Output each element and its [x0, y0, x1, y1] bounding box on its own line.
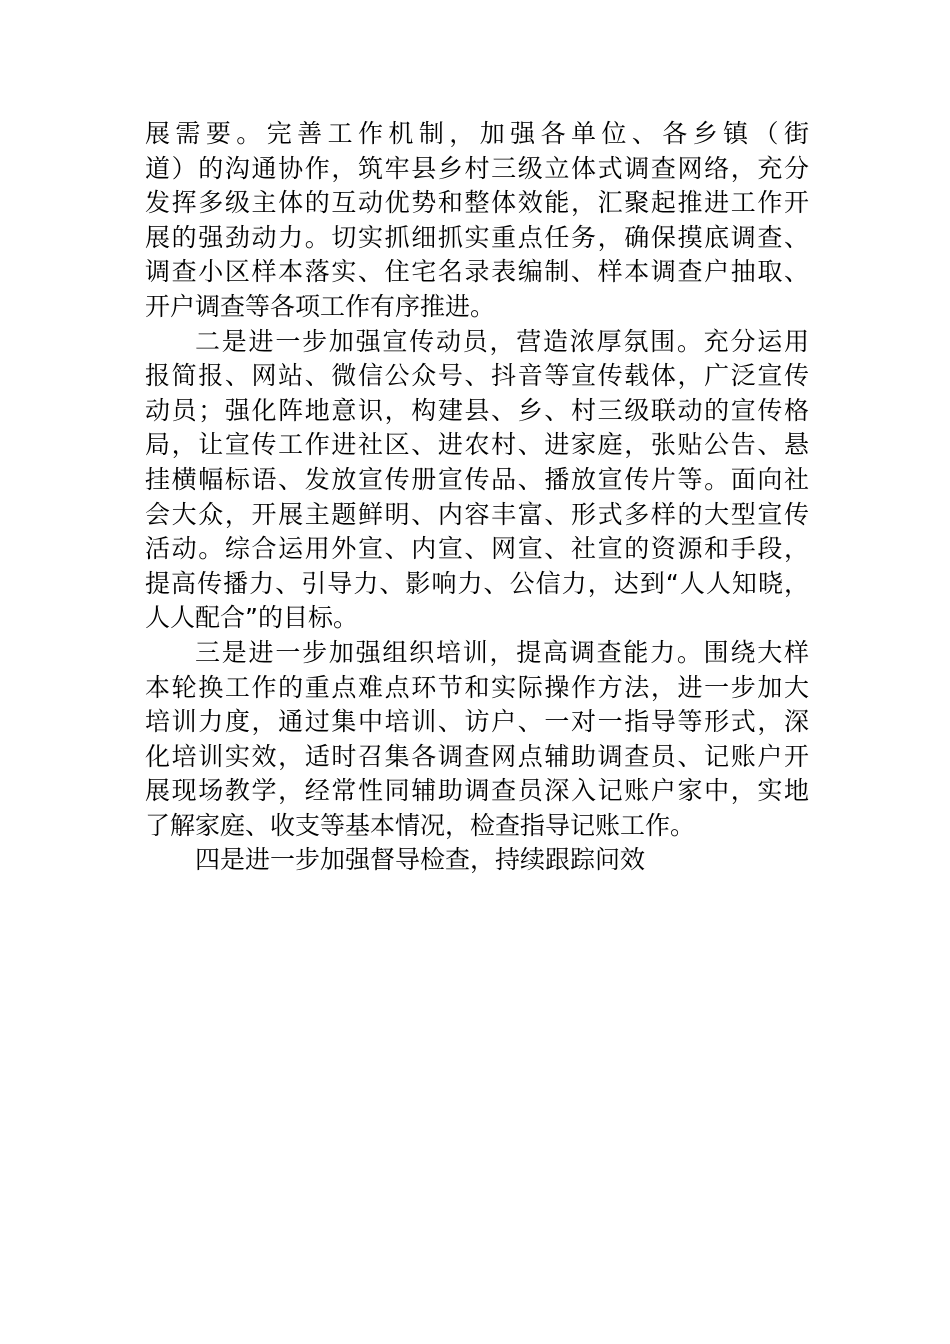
body-text — [145, 117, 809, 878]
text-line: 挂横幅标语、发放宣传册宣传品、播放宣传片等。面向社 — [145, 464, 809, 494]
paragraph-continuation — [145, 117, 809, 325]
paragraph-training — [145, 636, 809, 844]
paragraph-supervision — [145, 843, 809, 878]
text-line: 动员；强化阵地意识，构建县、乡、村三级联动的宣传格 — [145, 395, 809, 425]
text-line: 三是进一步加强组织培训，提高调查能力。围绕大样 — [195, 637, 809, 667]
text-line: 道）的沟通协作，筑牢县乡村三级立体式调查网络，充分 — [145, 153, 809, 183]
text-line: 展现场教学，经常性同辅助调查员深入记账户家中，实地 — [145, 776, 809, 806]
text-line: 展的强劲动力。切实抓细抓实重点任务，确保摸底调查、 — [145, 222, 809, 252]
text-line: 展需要。完善工作机制，加强各单位、各乡镇（街 — [145, 119, 809, 148]
text-line: 培训力度，通过集中培训、访户、一对一指导等形式，深 — [145, 707, 809, 737]
text-line: 人人配合”的目标。 — [145, 603, 358, 633]
text-line: 四是进一步加强督导检查，持续跟踪问效 — [195, 845, 646, 875]
text-line: 报简报、网站、微信公众号、抖音等宣传载体，广泛宣传 — [145, 361, 809, 391]
text-line: 局，让宣传工作进社区、进农村、进家庭，张贴公告、悬 — [145, 430, 809, 460]
text-line: 会大众，开展主题鲜明、内容丰富、形式多样的大型宣传 — [145, 499, 809, 529]
text-line: 了解家庭、收支等基本情况，检查指导记账工作。 — [145, 810, 696, 840]
text-line: 活动。综合运用外宣、内宣、网宣、社宣的资源和手段， — [145, 534, 809, 564]
text-line: 化培训实效，适时召集各调查网点辅助调查员、记账户开 — [145, 741, 809, 771]
text-line: 二是进一步加强宣传动员，营造浓厚氛围。充分运用 — [195, 326, 809, 356]
text-line: 本轮换工作的重点难点环节和实际操作方法，进一步加大 — [145, 672, 809, 702]
text-line: 调查小区样本落实、住宅名录表编制、样本调查户抽取、 — [145, 257, 809, 287]
text-line: 提高传播力、引导力、影响力、公信力，达到“人人知晓， — [145, 568, 809, 598]
text-line: 开户调查等各项工作有序推进。 — [145, 291, 496, 321]
paragraph-publicity — [145, 325, 809, 636]
text-line: 发挥多级主体的互动优势和整体效能，汇聚起推进工作开 — [145, 188, 809, 218]
